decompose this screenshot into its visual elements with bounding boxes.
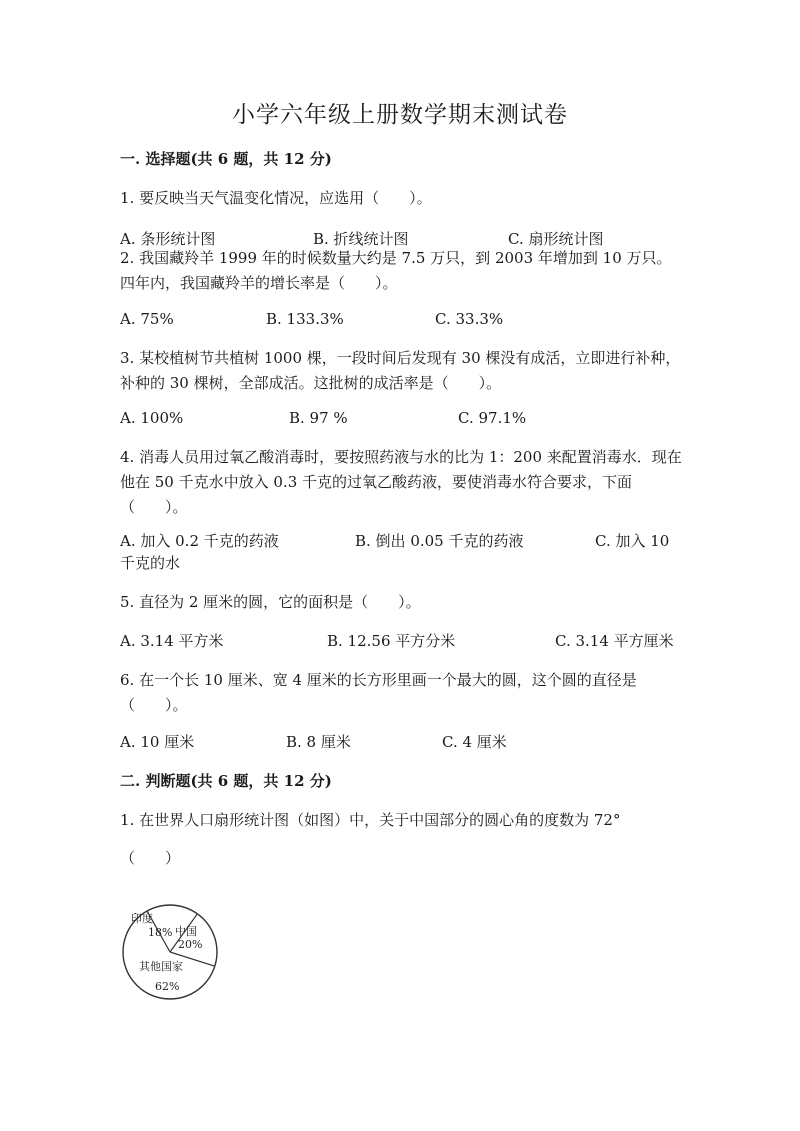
option-a: A. 100% (120, 409, 184, 427)
option-c: C. 97.1% (458, 409, 527, 427)
answer-blank: （ ） (120, 849, 181, 867)
option-a: A. 条形统计图 (120, 230, 216, 248)
question-stem: 6. 在一个长 10 厘米、宽 4 厘米的长方形里画一个最大的圆，这个圆的直径是（ ）。 (120, 671, 637, 714)
option-c: C. 扇形统计图 (508, 230, 604, 248)
option-b: B. 97 % (289, 409, 348, 427)
page-title: 小学六年级上册数学期末测试卷 (232, 102, 568, 128)
pie-value-india: 18% (148, 926, 173, 939)
question-stem: 5. 直径为 2 厘米的圆，它的面积是（ ）。 (120, 593, 421, 611)
section-heading-choice: 一. 选择题(共 6 题，共 12 分) (120, 150, 332, 168)
question-stem: 4. 消毒人员用过氧乙酸消毒时，要按照药液与水的比为 1：200 来配置消毒水．现在他在 50 千克水中放入 0.3 千克的过氧乙酸药液，要使消毒水符合要求，下面（ ）。 (120, 448, 682, 516)
question-stem: 1. 要反映当天气温变化情况，应选用（ ）。 (120, 189, 432, 207)
section-heading-judgment: 二. 判断题(共 6 题，共 12 分) (120, 772, 332, 790)
option-b: B. 倒出 0.05 千克的药液 (355, 532, 524, 550)
pie-value-others: 62% (155, 980, 180, 993)
question-stem: 2. 我国藏羚羊 1999 年的时候数量大约是 7.5 万只，到 2003 年增加到 10 万只。四年内，我国藏羚羊的增长率是（ ）。 (120, 249, 672, 292)
option-c: C. 4 厘米 (442, 733, 507, 751)
option-a: A. 3.14 平方米 (120, 632, 224, 650)
question-stem: 3. 某校植树节共植树 1000 棵，一段时间后发现有 30 棵没有成活，立即进行补种，补种的 30 棵树，全部成活。这批树的成活率是（ ）。 (120, 349, 681, 392)
pie-svg (120, 900, 232, 1000)
option-b: B. 折线统计图 (313, 230, 409, 248)
option-b: B. 133.3% (266, 310, 344, 328)
pie-label-others: 其他国家 (139, 960, 183, 973)
pie-value-china: 20% (178, 938, 203, 951)
question-stem: 1. 在世界人口扇形统计图（如图）中，关于中国部分的圆心角的度数为 72° (120, 811, 621, 829)
option-c: C. 加入 10 (595, 532, 670, 550)
population-pie-chart (120, 900, 232, 1000)
option-c-continued: 千克的水 (120, 554, 181, 572)
pie-label-china: 中国 (175, 925, 197, 938)
option-b: B. 8 厘米 (286, 733, 351, 751)
option-a: A. 加入 0.2 千克的药液 (120, 532, 279, 550)
option-a: A. 75% (120, 310, 174, 328)
option-a: A. 10 厘米 (120, 733, 195, 751)
option-b: B. 12.56 平方分米 (327, 632, 456, 650)
option-c: C. 33.3% (435, 310, 504, 328)
pie-label-india: 印度 (131, 912, 153, 925)
option-c: C. 3.14 平方厘米 (555, 632, 674, 650)
